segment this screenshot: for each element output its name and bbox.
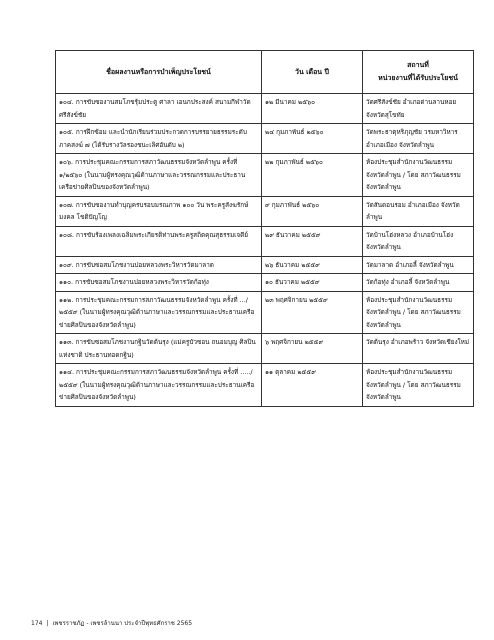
footer-separator: | xyxy=(46,620,49,627)
row-date: ๙ กุมภาพันธ์ ๒๕๖๐ xyxy=(262,196,363,226)
row-place: วัดพระธาตุหริภุญชัย วรมหาวิหาร อำเภอเมือง จังหวัดลำพูน xyxy=(363,124,474,154)
row-place: ห้องประชุมสำนักงานวัฒนธรรมจังหวัดลำพูน / โดย สภาวัฒนธรรมจังหวัดลำพูน xyxy=(363,154,474,197)
footer-title: เพชรราชภัฏ - เพชรล้านนา ประจำปีพุทธศักราช 2565 xyxy=(52,620,193,627)
row-place: วัดต้นรุง อำเภอพร้าว จังหวัดเชียงใหม่ xyxy=(363,334,474,364)
row-work: ๑๐๘. การขับร้องเพลงเฉลิมพระเกียรติท่านพระครูสถิตคุณสุธรรมเจดีย์ xyxy=(56,226,262,256)
row-date: ๒๔ กุมภาพันธ์ ๒๕๖๐ xyxy=(262,124,363,154)
row-place: วัดสันดอนรอม อำเภอเมือง จังหวัดลำพูน xyxy=(363,196,474,226)
row-work: ๑๐๕. การฝึกซ้อม และนำนักเรียนร่วมประกวดการบรรยายธรรมระดับภาคสงฆ์ ๗ (ได้รับรางวัลรองชนะเลิศอันดับ ๒) xyxy=(56,124,262,154)
row-work: ๑๐๙. การขับซอสมโภชงานปอยหลวงพระวิหารวัดมาลาด xyxy=(56,256,262,274)
page-footer xyxy=(31,618,192,628)
table-row xyxy=(56,256,474,274)
table-row xyxy=(56,291,474,334)
table-row xyxy=(56,274,474,292)
row-work: ๑๑๒. การประชุมคณะกรรมการสภาวัฒนธรรมจังหวัดลำพูน ครั้งที่ .../๒๕๕๙ (ในนามผู้ทรงคุณวุฒิด้านภาษาและวรรณกรรมและประธานเครือข่ายศิลปินของจังหวัดลำพูน) xyxy=(56,291,262,334)
table-row xyxy=(56,124,474,154)
table-row xyxy=(56,196,474,226)
table-row xyxy=(56,94,474,124)
header-date: วัน เดือน ปี xyxy=(262,51,363,94)
table-row xyxy=(56,364,474,407)
row-place: ห้องประชุมสำนักงานวัฒนธรรมจังหวัดลำพูน / โดย สภาวัฒนธรรมจังหวัดลำพูน xyxy=(363,291,474,334)
table-header-row xyxy=(56,51,474,94)
header-place xyxy=(363,51,474,94)
row-work: ๑๑๔. การประชุมคณะกรรมการสภาวัฒนธรรมจังหวัดลำพูน ครั้งที่ ...../๒๕๕๙ (ในนามผู้ทรงคุณวุฒิด้านภาษาและวรรณกรรมและประธานเครือข่ายศิลปินของจังหวัดลำพูน) xyxy=(56,364,262,407)
row-date: ๒๒ กุมภาพันธ์ ๒๕๖๐ xyxy=(262,154,363,197)
header-place-line1: สถานที่ xyxy=(407,61,429,69)
table-row xyxy=(56,154,474,197)
row-place: วัดมาลาด อำเภอลี้ จังหวัดลำพูน xyxy=(363,256,474,274)
row-date: ๒๖ ธันวาคม ๒๕๕๙ xyxy=(262,256,363,274)
row-date: ๒๙ ธันวาคม ๒๕๕๙ xyxy=(262,226,363,256)
page-number: 174 xyxy=(31,620,43,627)
row-place: ห้องประชุมสำนักงานวัฒนธรรมจังหวัดลำพูน / โดย สภาวัฒนธรรมจังหวัดลำพูน xyxy=(363,364,474,407)
row-work: ๑๐๔. การขับซองานสมโภชรุ้มประตู ศาลา เอนกประสงค์ สนามกีฬาวัดศรีสังข์ชัย xyxy=(56,94,262,124)
row-work: ๑๑๓. การขับซอสมโภชงานกฐินวัดต้นรุง (แม่ครูบัวซอน ถนอมบุญ ศิลปินแห่งชาติ ประธานทอดกฐิน) xyxy=(56,334,262,364)
table-row xyxy=(56,334,474,364)
header-place-line2: หน่วยงานที่ได้รับประโยชน์ xyxy=(378,74,458,82)
row-place: วัดศรีสังข์ชัย อำเภอด่านลานหอย จังหวัดสุโขทัย xyxy=(363,94,474,124)
row-work: ๑๑๐. การขับซอสมโภชงานปอยหลวงพระวิหารวัดก้อทุ่ง xyxy=(56,274,262,292)
row-place: วัดบ้านโฮ่งหลวง อำเภอบ้านโฮ่ง จังหวัดลำพูน xyxy=(363,226,474,256)
table-row xyxy=(56,226,474,256)
document-page xyxy=(55,50,473,407)
row-work: ๑๐๗. การขับซองานทำบุญครบรอบมรณภาพ ๑๐๐ วัน พระครูสังฆรักษ์มงคล โชติปัญโญ xyxy=(56,196,262,226)
header-work: ชื่อผลงานหรือการบำเพ็ญประโยชน์ xyxy=(56,51,262,94)
row-date: ๖ พฤศจิกายน ๒๕๕๙ xyxy=(262,334,363,364)
row-date: ๑๑ ตุลาคม ๒๕๕๙ xyxy=(262,364,363,407)
row-date: ๒๓ พฤศจิกายน ๒๕๕๙ xyxy=(262,291,363,334)
row-date: ๑๒ มีนาคม ๒๕๖๐ xyxy=(262,94,363,124)
row-date: ๑๐ ธันวาคม ๒๕๕๙ xyxy=(262,274,363,292)
row-work: ๑๐๖. การประชุมคณะกรรมการสภาวัฒนธรรมจังหวัดลำพูน ครั้งที่ ๑/๒๕๖๐ (ในนามผู้ทรงคุณวุฒิด้านภาษาและวรรณกรรมและประธานเครือข่ายศิลปินของจังหวัดลำพูน) xyxy=(56,154,262,197)
awards-table xyxy=(55,50,474,407)
row-place: วัดก้อทุ่ง อำเภอลี้ จังหวัดลำพูน xyxy=(363,274,474,292)
